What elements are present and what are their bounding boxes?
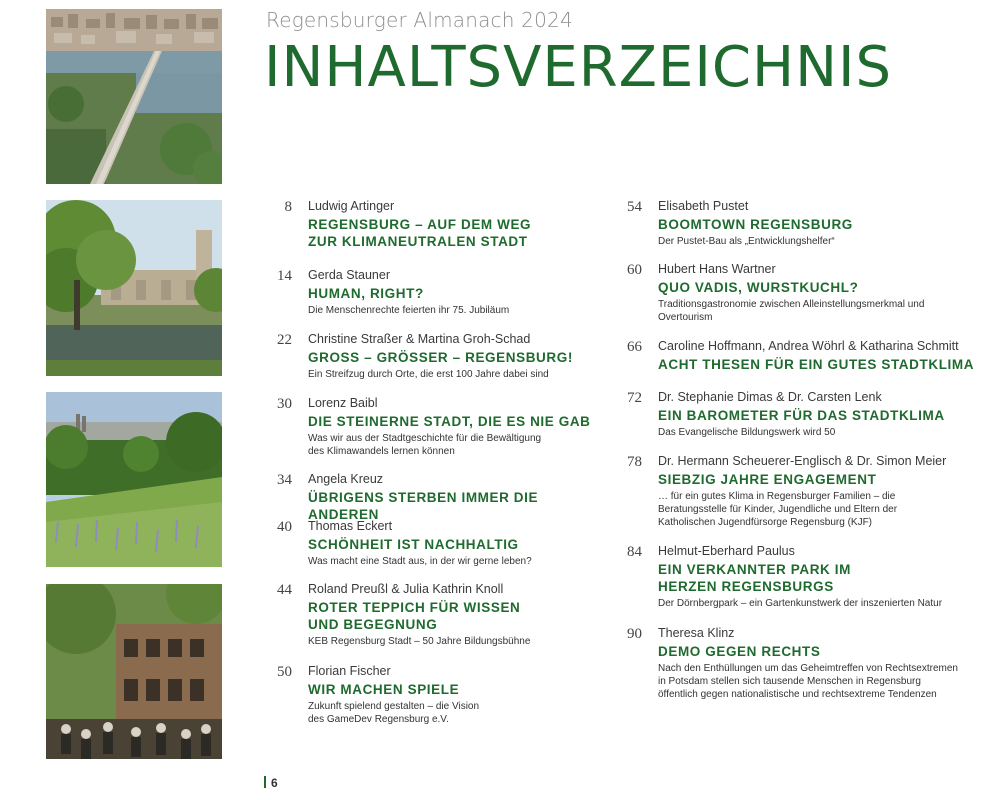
photo-stone-bridge [46,9,222,184]
toc-author: Lorenz Baibl [308,396,378,410]
toc-page-number: 44 [277,582,292,598]
toc-headline: EIN VERKANNTER PARK IM HERZEN REGENSBURGS [658,562,851,594]
toc-page-number: 66 [627,339,642,355]
toc-page-number: 34 [277,472,292,488]
toc-page-number: 72 [627,390,642,406]
toc-author: Theresa Klinz [658,626,735,640]
toc-headline: BOOMTOWN REGENSBURG [658,217,853,232]
toc-page-number: 8 [284,199,292,215]
photo-beer-garden [46,584,222,759]
toc-author: Angela Kreuz [308,472,384,486]
toc-author: Christine Straßer & Martina Groh-Schad [308,332,531,346]
toc-page-number: 50 [277,664,292,680]
toc-page-number: 90 [627,626,642,642]
photo-meadow-cityview [46,392,222,567]
riverbank-image [46,200,222,376]
toc-author: Elisabeth Pustet [658,199,749,213]
toc-page-number: 60 [627,262,642,278]
stone-bridge-image [46,9,222,184]
toc-subtitle: Die Menschenrechte feierten ihr 75. Jubiläum [308,305,510,316]
toc-subtitle: … für ein gutes Klima in Regensburger Familien – die Beratungsstelle für Kinder, Jugendliche und Eltern der Katholischen Jugendfürsorge Regensburg (KJF) [658,491,898,528]
toc-page-number: 30 [277,396,292,412]
meadow-image [46,392,222,567]
beer-garden-image [46,584,222,759]
toc-headline: SCHÖNHEIT IST NACHHALTIG [308,537,519,552]
toc-subtitle: Was wir aus der Stadtgeschichte für die Bewältigung des Klimawandels lernen können [308,433,542,457]
toc-author: Thomas Eckert [308,519,393,533]
toc-headline: HUMAN, RIGHT? [308,286,424,301]
toc-subtitle: Der Pustet-Bau als „Entwicklungshelfer“ [658,236,835,247]
toc-author: Dr. Stephanie Dimas & Dr. Carsten Lenk [658,390,882,404]
toc-headline: REGENSBURG – AUF DEM WEG ZUR KLIMANEUTRALEN STADT [308,217,532,249]
toc-subtitle: Der Dörnbergpark – ein Gartenkunstwerk der inszenierten Natur [658,598,943,609]
footer-page-number: 6 [271,776,278,790]
toc-headline: SIEBZIG JAHRE ENGAGEMENT [658,472,877,487]
toc-headline: DIE STEINERNE STADT, DIE ES NIE GAB [308,414,591,429]
page-title: INHALTSVERZEICHNIS [264,35,893,100]
footer-divider [264,776,266,788]
toc-subtitle: Das Evangelische Bildungswerk wird 50 [658,427,836,438]
toc-headline: DEMO GEGEN RECHTS [658,644,821,659]
toc-page-number: 84 [627,544,642,560]
toc-page-number: 22 [277,332,292,348]
toc-subtitle: Zukunft spielend gestalten – die Vision des GameDev Regensburg e.V. [308,701,480,725]
toc-subtitle: Traditionsgastronomie zwischen Alleinstellungsmerkmal und Overtourism [658,299,925,323]
toc-author: Hubert Hans Wartner [658,262,776,276]
photo-riverbank [46,200,222,376]
toc-subtitle: Ein Streifzug durch Orte, die erst 100 Jahre dabei sind [308,369,549,380]
toc-author: Ludwig Artinger [308,199,395,213]
toc-subtitle: Was macht eine Stadt aus, in der wir gerne leben? [308,556,532,567]
page-number-footer [264,776,278,790]
toc-headline: EIN BAROMETER FÜR DAS STADTKLIMA [658,408,945,423]
toc-headline: WIR MACHEN SPIELE [308,682,460,697]
toc-author: Dr. Hermann Scheuerer-Englisch & Dr. Simon Meier [658,454,947,468]
toc-headline: QUO VADIS, WURSTKUCHL? [658,280,859,295]
toc-headline: ÜBRIGENS STERBEN IMMER DIE ANDEREN [308,490,539,522]
toc-page-number: 54 [627,199,642,215]
toc-subtitle: Nach den Enthüllungen um das Geheimtreffen von Rechtsextremen in Potsdam stellen sich tausende Menschen in Regensburg öffentlich gegen nationalistische und rechtsextreme Tendenzen [658,663,958,700]
toc-page-number: 78 [627,454,642,470]
toc-headline: ACHT THESEN FÜR EIN GUTES STADTKLIMA [658,357,975,372]
toc-author: Helmut-Eberhard Paulus [658,544,795,558]
toc-subtitle: KEB Regensburg Stadt – 50 Jahre Bildungsbühne [308,636,531,647]
toc-author: Roland Preußl & Julia Kathrin Knoll [308,582,504,596]
toc-page-number: 40 [277,519,292,535]
toc-headline: GROSS – GRÖSSER – REGENSBURG! [308,350,573,365]
toc-page-number: 14 [277,268,292,284]
toc-author: Gerda Stauner [308,268,390,282]
toc-headline: ROTER TEPPICH FÜR WISSEN UND BEGEGNUNG [308,600,521,632]
publication-title: Regensburger Almanach 2024 [266,8,573,32]
toc-author: Caroline Hoffmann, Andrea Wöhrl & Katharina Schmitt [658,339,959,353]
toc-author: Florian Fischer [308,664,391,678]
